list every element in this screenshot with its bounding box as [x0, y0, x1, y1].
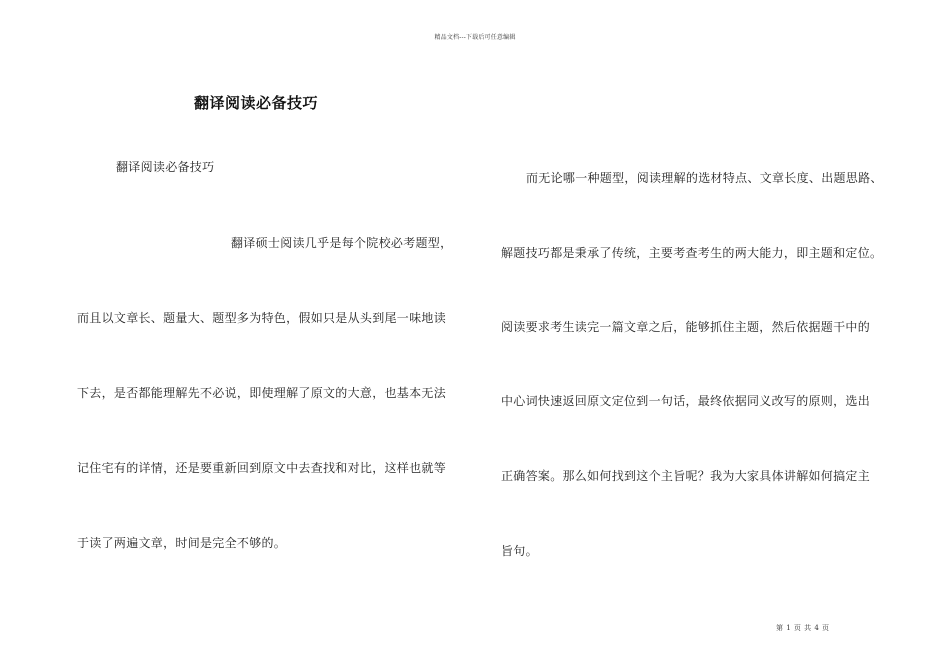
left-line-3: 下去，是否都能理解先不必说，即使理解了原文的大意，也基本无法 [77, 386, 447, 400]
right-line-2: 解题技巧都是秉承了传统，主要考查考生的两大能力，即主题和定位。 [501, 246, 883, 260]
right-line-1: 而无论哪一种题型，阅读理解的选材特点、文章长度、出题思路、 [526, 171, 883, 185]
left-line-4: 记住宅有的详情，还是要重新回到原文中去查找和对比，这样也就等 [77, 461, 447, 475]
right-line-6: 旨句。 [501, 544, 538, 558]
right-line-3: 阅读要求考生读完一篇文章之后，能够抓住主题，然后依据题干中的 [501, 320, 871, 334]
page-number: 第 1 页 共 4 页 [776, 624, 830, 632]
left-line-2: 而且以文章长、题量大、题型多为特色，假如只是从头到尾一味地读 [77, 311, 447, 325]
left-subtitle: 翻译阅读必备技巧 [116, 160, 215, 174]
left-line-5: 于读了两遍文章，时间是完全不够的。 [77, 536, 287, 550]
right-line-5: 正确答案。那么如何找到这个主旨呢？我为大家具体讲解如何搞定主 [501, 469, 871, 483]
left-line-1: 翻译硕士阅读几乎是每个院校必考题型， [231, 236, 453, 250]
document-title: 翻译阅读必备技巧 [194, 94, 319, 112]
right-line-4: 中心词快速返回原文定位到一句话，最终依据同义改写的原则，选出 [501, 394, 871, 408]
header-note: 精品文档---下载后可任意编辑 [434, 34, 516, 41]
